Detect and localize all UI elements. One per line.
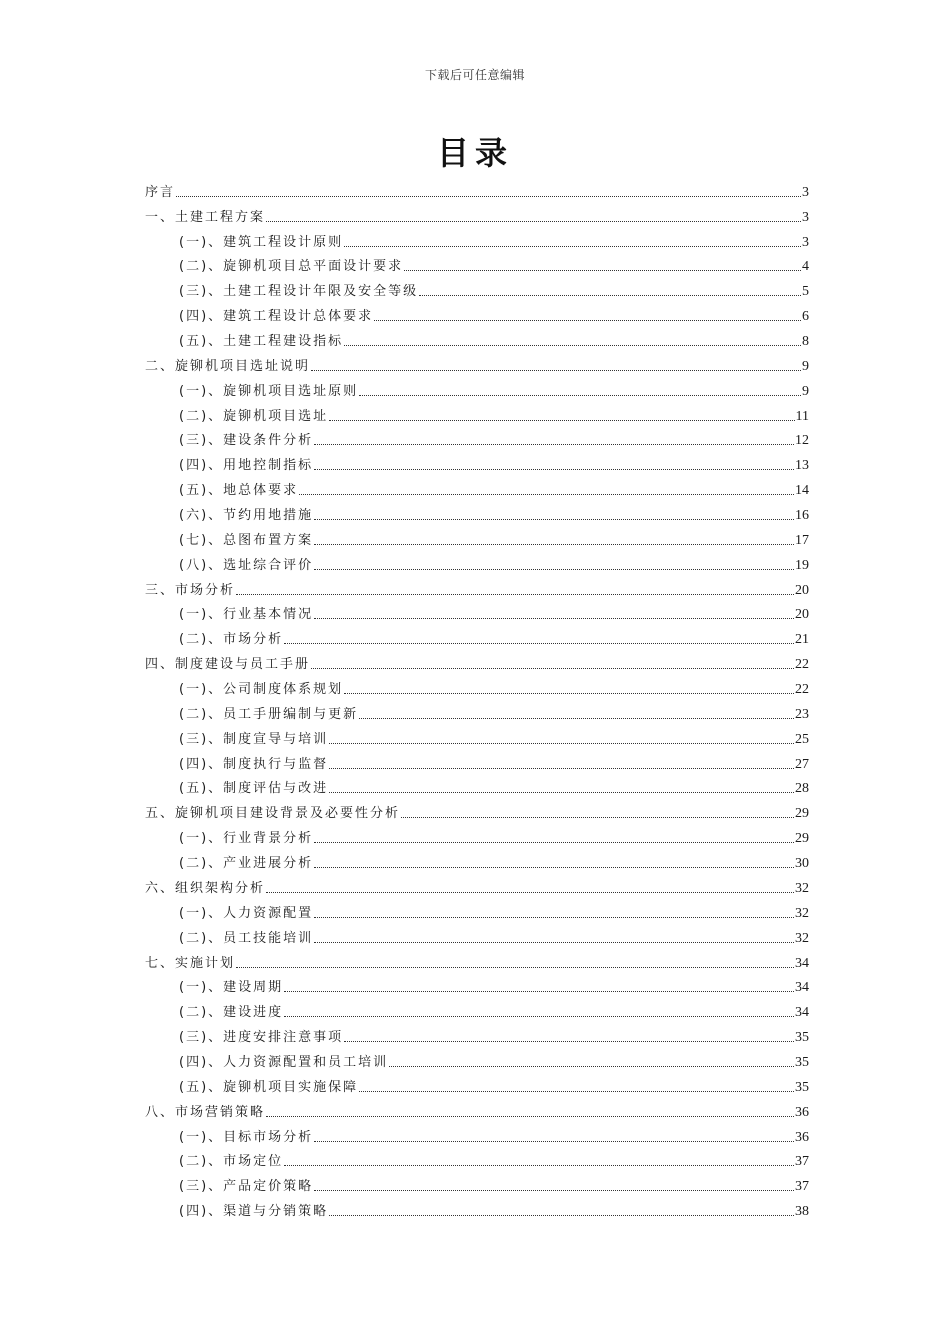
dot-leader xyxy=(374,320,801,321)
toc-section-entry[interactable] xyxy=(145,1021,809,1046)
toc-chapter-entry[interactable] xyxy=(145,350,809,375)
toc-entry-page-number: 11 xyxy=(795,408,809,424)
dot-leader xyxy=(314,569,794,570)
toc-entry-page-number: 28 xyxy=(795,781,809,797)
dot-leader xyxy=(176,196,801,197)
toc-chapter-entry[interactable] xyxy=(145,872,809,897)
table-of-contents xyxy=(145,176,809,1220)
dot-leader xyxy=(359,718,794,719)
toc-entry-label: (一)、公司制度体系规划 xyxy=(179,682,344,698)
toc-entry-label: (四)、制度执行与监督 xyxy=(179,756,329,772)
dot-leader xyxy=(314,469,794,470)
toc-section-entry[interactable] xyxy=(145,897,809,922)
toc-entry-label: (一)、目标市场分析 xyxy=(179,1129,314,1145)
dot-leader xyxy=(344,246,801,247)
dot-leader xyxy=(284,643,794,644)
toc-section-entry[interactable] xyxy=(145,425,809,450)
toc-entry-label: (二)、市场定位 xyxy=(179,1154,284,1170)
toc-entry-label: (四)、建筑工程设计总体要求 xyxy=(179,309,374,325)
dot-leader xyxy=(329,1215,794,1216)
toc-entry-page-number: 36 xyxy=(795,1129,809,1145)
dot-leader xyxy=(314,519,794,520)
toc-section-entry[interactable] xyxy=(145,599,809,624)
dot-leader xyxy=(299,494,794,495)
toc-entry-label: (四)、人力资源配置和员工培训 xyxy=(179,1054,389,1070)
toc-entry-page-number: 6 xyxy=(802,309,809,325)
toc-entry-label: 四、制度建设与员工手册 xyxy=(145,657,311,673)
toc-entry-page-number: 22 xyxy=(795,682,809,698)
toc-entry-page-number: 25 xyxy=(795,731,809,747)
dot-leader xyxy=(314,867,794,868)
toc-entry-label: (二)、员工技能培训 xyxy=(179,930,314,946)
toc-entry-page-number: 32 xyxy=(795,905,809,921)
toc-entry-label: (五)、制度评估与改进 xyxy=(179,781,329,797)
toc-section-entry[interactable] xyxy=(145,251,809,276)
toc-entry-label: (二)、建设进度 xyxy=(179,1005,284,1021)
toc-section-entry[interactable] xyxy=(145,773,809,798)
toc-entry-label: 序言 xyxy=(145,184,176,200)
toc-entry-page-number: 19 xyxy=(795,557,809,573)
dot-leader xyxy=(266,892,794,893)
toc-entry-label: 一、土建工程方案 xyxy=(145,209,266,225)
toc-section-entry[interactable] xyxy=(145,1170,809,1195)
toc-entry-page-number: 37 xyxy=(795,1154,809,1170)
toc-title: 目录 xyxy=(436,134,513,172)
toc-entry-page-number: 27 xyxy=(795,756,809,772)
dot-leader xyxy=(329,420,794,421)
dot-leader xyxy=(314,842,794,843)
toc-section-entry[interactable] xyxy=(145,723,809,748)
toc-entry-page-number: 20 xyxy=(795,607,809,623)
toc-entry-page-number: 34 xyxy=(795,980,809,996)
toc-entry-label: (二)、员工手册编制与更新 xyxy=(179,706,359,722)
toc-entry-label: (一)、行业基本情况 xyxy=(179,607,314,623)
dot-leader xyxy=(314,1141,794,1142)
toc-entry-page-number: 22 xyxy=(795,657,809,673)
toc-entry-label: (五)、土建工程建设指标 xyxy=(179,334,344,350)
toc-entry-label: 五、旋铆机项目建设背景及必要性分析 xyxy=(145,806,401,822)
dot-leader xyxy=(359,1091,794,1092)
dot-leader xyxy=(236,967,794,968)
toc-chapter-entry[interactable] xyxy=(145,574,809,599)
toc-entry-label: 六、组织架构分析 xyxy=(145,880,266,896)
dot-leader xyxy=(329,743,794,744)
toc-section-entry[interactable] xyxy=(145,1071,809,1096)
toc-entry-label: (一)、人力资源配置 xyxy=(179,905,314,921)
toc-section-entry[interactable] xyxy=(145,748,809,773)
toc-section-entry[interactable] xyxy=(145,449,809,474)
dot-leader xyxy=(266,221,801,222)
toc-entry-label: (三)、产品定价策略 xyxy=(179,1179,314,1195)
dot-leader xyxy=(314,544,794,545)
dot-leader xyxy=(419,295,801,296)
toc-entry-page-number: 36 xyxy=(795,1104,809,1120)
dot-leader xyxy=(401,817,794,818)
toc-entry-label: (一)、建筑工程设计原则 xyxy=(179,234,344,250)
dot-leader xyxy=(236,594,794,595)
toc-section-entry[interactable] xyxy=(145,549,809,574)
toc-entry-page-number: 12 xyxy=(795,433,809,449)
toc-section-entry[interactable] xyxy=(145,1146,809,1171)
toc-chapter-entry[interactable] xyxy=(145,648,809,673)
toc-entry-page-number: 32 xyxy=(795,930,809,946)
dot-leader xyxy=(311,668,794,669)
dot-leader xyxy=(284,1016,794,1017)
toc-entry-page-number: 32 xyxy=(795,880,809,896)
toc-section-entry[interactable] xyxy=(145,325,809,350)
dot-leader xyxy=(284,1165,794,1166)
toc-entry-page-number: 29 xyxy=(795,806,809,822)
toc-chapter-entry[interactable] xyxy=(145,201,809,226)
toc-chapter-entry[interactable] xyxy=(145,947,809,972)
toc-section-entry[interactable] xyxy=(145,698,809,723)
dot-leader xyxy=(344,1041,794,1042)
dot-leader xyxy=(329,792,794,793)
toc-entry-page-number: 23 xyxy=(795,706,809,722)
toc-entry-page-number: 5 xyxy=(802,284,809,300)
toc-entry-label: (三)、土建工程设计年限及安全等级 xyxy=(179,284,419,300)
toc-section-entry[interactable] xyxy=(145,499,809,524)
toc-entry-label: (二)、旋铆机项目总平面设计要求 xyxy=(179,259,404,275)
toc-section-entry[interactable] xyxy=(145,400,809,425)
toc-section-entry[interactable] xyxy=(145,972,809,997)
toc-entry-page-number: 29 xyxy=(795,831,809,847)
toc-entry-page-number: 3 xyxy=(802,184,809,200)
toc-entry-label: 三、市场分析 xyxy=(145,582,236,598)
toc-entry-page-number: 37 xyxy=(795,1179,809,1195)
toc-section-entry[interactable] xyxy=(145,275,809,300)
toc-section-entry[interactable] xyxy=(145,1046,809,1071)
dot-leader xyxy=(359,395,801,396)
toc-section-entry[interactable] xyxy=(145,375,809,400)
toc-chapter-entry[interactable] xyxy=(145,1096,809,1121)
toc-section-entry[interactable] xyxy=(145,474,809,499)
toc-entry-page-number: 9 xyxy=(802,383,809,399)
toc-section-entry[interactable] xyxy=(145,226,809,251)
dot-leader xyxy=(314,917,794,918)
toc-entry-page-number: 35 xyxy=(795,1030,809,1046)
toc-entry-page-number: 35 xyxy=(795,1079,809,1095)
dot-leader xyxy=(314,618,794,619)
dot-leader xyxy=(344,345,801,346)
toc-entry-page-number: 21 xyxy=(795,632,809,648)
toc-entry-page-number: 35 xyxy=(795,1054,809,1070)
toc-entry-page-number: 20 xyxy=(795,582,809,598)
toc-entry-page-number: 13 xyxy=(795,458,809,474)
toc-section-entry[interactable] xyxy=(145,996,809,1021)
toc-section-entry[interactable] xyxy=(145,847,809,872)
toc-entry-page-number: 38 xyxy=(795,1204,809,1220)
dot-leader xyxy=(389,1066,794,1067)
dot-leader xyxy=(284,991,794,992)
toc-entry-label: (二)、市场分析 xyxy=(179,632,284,648)
toc-entry-label: (三)、建设条件分析 xyxy=(179,433,314,449)
toc-entry-label: 七、实施计划 xyxy=(145,955,236,971)
toc-entry-label: (一)、建设周期 xyxy=(179,980,284,996)
toc-chapter-entry[interactable] xyxy=(145,176,809,201)
toc-entry-label: (二)、产业进展分析 xyxy=(179,856,314,872)
toc-section-entry[interactable] xyxy=(145,1195,809,1220)
toc-entry-page-number: 17 xyxy=(795,532,809,548)
dot-leader xyxy=(311,370,801,371)
toc-entry-label: (五)、地总体要求 xyxy=(179,483,299,499)
toc-entry-label: (三)、制度宣导与培训 xyxy=(179,731,329,747)
toc-entry-label: (一)、旋铆机项目选址原则 xyxy=(179,383,359,399)
toc-entry-label: (四)、渠道与分销策略 xyxy=(179,1204,329,1220)
toc-entry-label: 八、市场营销策略 xyxy=(145,1104,266,1120)
toc-section-entry[interactable] xyxy=(145,922,809,947)
toc-entry-label: (二)、旋铆机项目选址 xyxy=(179,408,329,424)
toc-section-entry[interactable] xyxy=(145,300,809,325)
dot-leader xyxy=(314,1190,794,1191)
toc-entry-label: (八)、选址综合评价 xyxy=(179,557,314,573)
toc-entry-page-number: 4 xyxy=(802,259,809,275)
dot-leader xyxy=(344,693,794,694)
toc-entry-label: (七)、总图布置方案 xyxy=(179,532,314,548)
toc-section-entry[interactable] xyxy=(145,623,809,648)
dot-leader xyxy=(404,270,801,271)
toc-entry-page-number: 9 xyxy=(802,358,809,374)
toc-entry-page-number: 34 xyxy=(795,955,809,971)
toc-entry-page-number: 8 xyxy=(802,334,809,350)
toc-chapter-entry[interactable] xyxy=(145,797,809,822)
dot-leader xyxy=(266,1116,794,1117)
toc-entry-label: (三)、进度安排注意事项 xyxy=(179,1030,344,1046)
header-note: 下载后可任意编辑 xyxy=(424,68,525,82)
toc-entry-label: (五)、旋铆机项目实施保障 xyxy=(179,1079,359,1095)
toc-section-entry[interactable] xyxy=(145,524,809,549)
toc-entry-page-number: 34 xyxy=(795,1005,809,1021)
toc-entry-label: (六)、节约用地措施 xyxy=(179,508,314,524)
toc-entry-page-number: 14 xyxy=(795,483,809,499)
toc-section-entry[interactable] xyxy=(145,822,809,847)
dot-leader xyxy=(314,444,794,445)
toc-entry-page-number: 16 xyxy=(795,508,809,524)
dot-leader xyxy=(329,768,794,769)
dot-leader xyxy=(314,942,794,943)
toc-entry-page-number: 3 xyxy=(802,234,809,250)
toc-section-entry[interactable] xyxy=(145,1121,809,1146)
toc-entry-label: 二、旋铆机项目选址说明 xyxy=(145,358,311,374)
toc-entry-page-number: 30 xyxy=(795,856,809,872)
toc-entry-label: (四)、用地控制指标 xyxy=(179,458,314,474)
toc-entry-page-number: 3 xyxy=(802,209,809,225)
toc-section-entry[interactable] xyxy=(145,673,809,698)
toc-entry-label: (一)、行业背景分析 xyxy=(179,831,314,847)
